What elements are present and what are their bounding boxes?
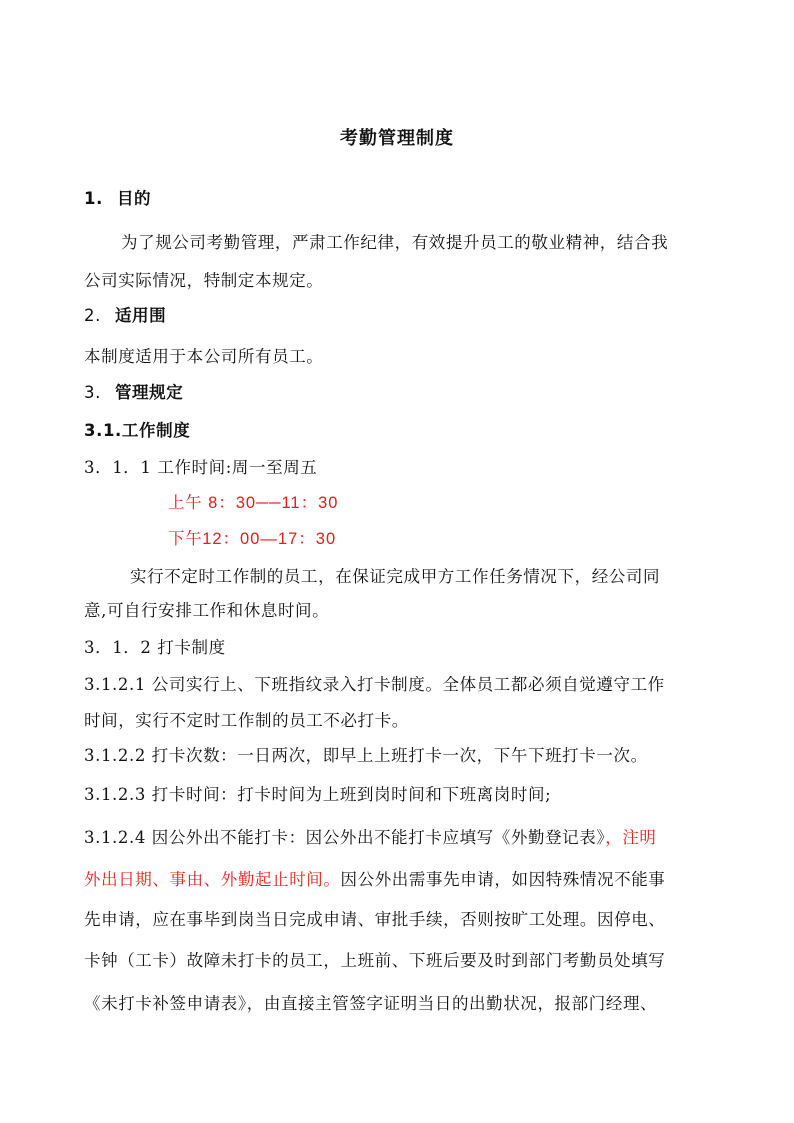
afternoon-time: 12：00—17：30: [202, 530, 337, 548]
section-3-heading: [84, 382, 183, 404]
afternoon-label: 下午: [168, 529, 203, 548]
scope-paragraph: 本制度适用于本公司所有员工。: [84, 347, 324, 366]
flexible-work-line-2: 意,可自行安排工作和休息时间。: [84, 601, 330, 620]
rule-3-1-2-1-line-1: 3.1.2.1 公司实行上、下班指纹录入打卡制度。全体员工都必须自觉遵守工作: [84, 675, 665, 694]
rule-3-1-2-3: 3.1.2.3 打卡时间：打卡时间为上班到岗时间和下班离岗时间;: [84, 785, 552, 804]
section-1-heading: [84, 188, 151, 210]
rule-3-1-2-4-highlight-start: ，注明: [605, 828, 657, 847]
section-1-title: 目的: [116, 189, 152, 208]
section-3-1-2-heading: 3．1．2 打卡制度: [84, 638, 226, 657]
rule-3-1-2-4-line-4: 卡钟（工卡）故障未打卡的员工，上班前、下班后要及时到部门考勤员处填写: [84, 951, 666, 970]
rule-3-1-2-4-line-2: [84, 869, 665, 891]
rule-3-1-2-4-line-5: 《未打卡补签申请表》，由直接主管签字证明当日的出勤状况，报部门经理、: [84, 994, 658, 1013]
section-3-number: 3.: [84, 383, 101, 402]
purpose-paragraph-line-1: 为了规公司考勤管理，严肃工作纪律，有效提升员工的敬业精神，结合我: [121, 233, 669, 252]
morning-time: 8：30──11：30: [208, 494, 339, 512]
rule-3-1-2-2: 3.1.2.2 打卡次数：一日两次，即早上上班打卡一次，下午下班打卡一次。: [84, 746, 648, 765]
rule-3-1-2-1-line-2: 时间，实行不定时工作制的员工不必打卡。: [84, 711, 409, 730]
rule-3-1-2-4-intro: 3.1.2.4 因公外出不能打卡：因公外出不能打卡应填写《外勤登记表》: [84, 828, 606, 847]
morning-hours: [168, 492, 338, 514]
afternoon-hours: [168, 528, 336, 550]
section-2-number: 2.: [84, 306, 101, 325]
rule-3-1-2-4-highlight-end: 外出日期、事由、外勤起止时间。: [84, 870, 341, 889]
rule-3-1-2-4-line-3: 先申请，应在事毕到岗当日完成申请、审批手续，否则按旷工处理。因停电、: [84, 910, 666, 929]
section-1-number: 1.: [84, 189, 103, 208]
rule-3-1-2-4-line-1: [84, 827, 657, 849]
section-2-heading: [84, 305, 166, 327]
morning-label: 上午: [168, 493, 203, 512]
flexible-work-line-1: 实行不定时工作制的员工，在保证完成甲方工作任务情况下，经公司同: [130, 567, 661, 586]
section-3-title: 管理规定: [114, 383, 184, 402]
purpose-paragraph-line-2: 公司实际情况，特制定本规定。: [84, 271, 324, 290]
document-title: 考勤管理制度: [340, 128, 454, 149]
rule-3-1-2-4-continuation: 因公外出需事先申请，如因特殊情况不能事: [340, 870, 666, 889]
section-2-title: 适用围: [114, 306, 167, 325]
section-3-1-heading: 3.1.工作制度: [84, 421, 191, 440]
section-3-1-1-heading: 3．1．1 工作时间:周一至周五: [84, 458, 318, 477]
